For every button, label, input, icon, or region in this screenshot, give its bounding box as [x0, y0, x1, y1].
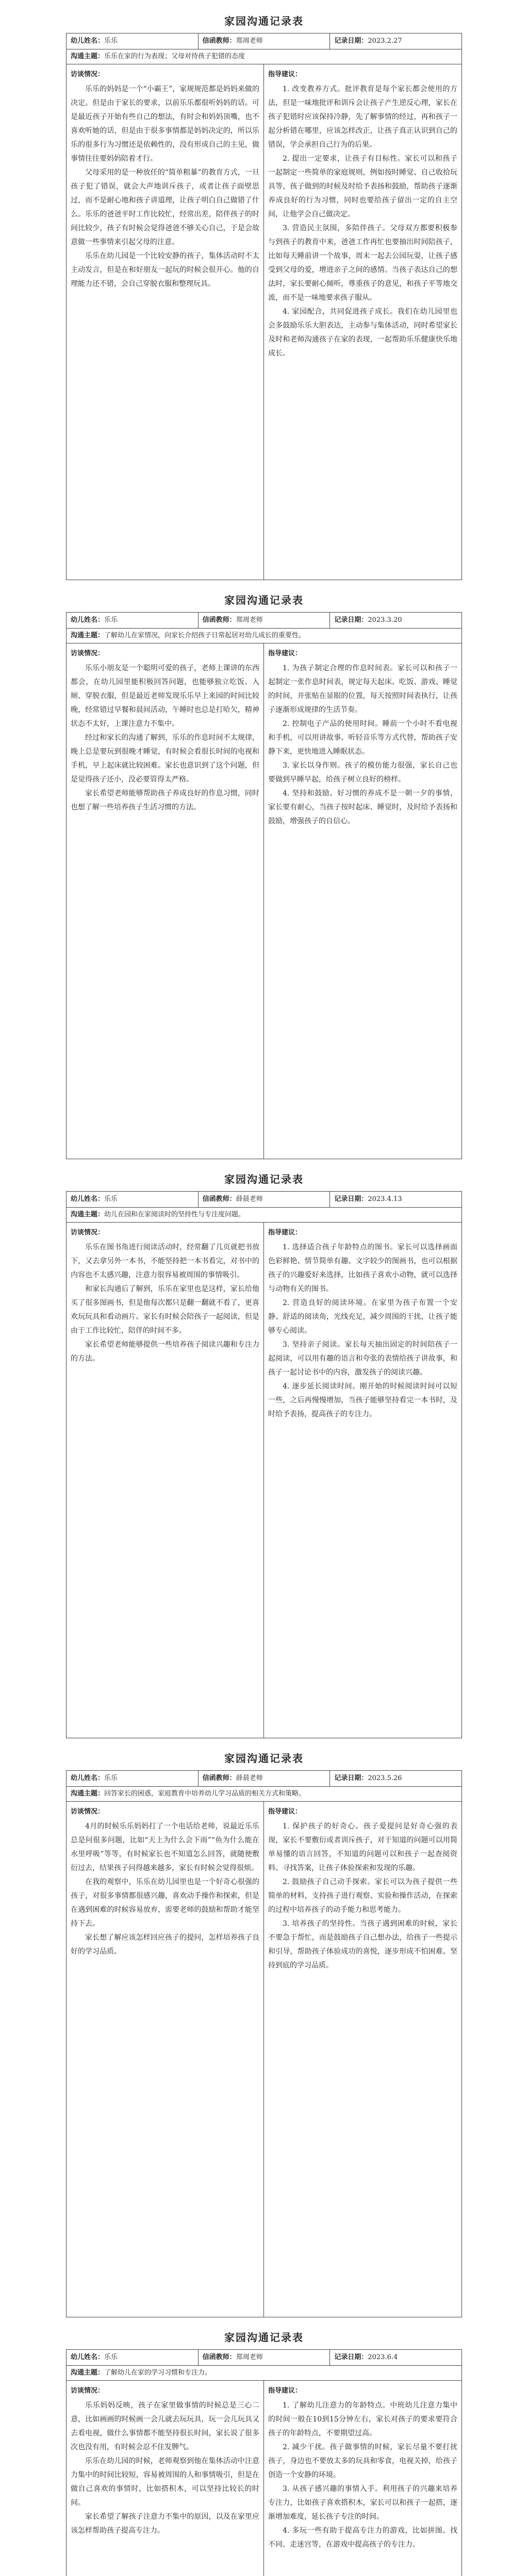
advice-column: [264, 2381, 461, 2576]
advice-paragraph: 3. 家长以身作则。孩子的模仿能力很强，家长自己也要做到早睡早起，给孩子树立良好的榜样。: [268, 761, 457, 784]
body-row: [66, 1802, 462, 2317]
interview-heading: 访谈情况：: [71, 650, 105, 657]
record-title: 家园沟通记录表: [224, 594, 304, 606]
teacher-value: 薛晨老师: [236, 1195, 263, 1203]
child-name-label: 幼儿姓名：: [71, 2353, 105, 2361]
theme-label: 沟通主题：: [71, 53, 105, 60]
theme-row: [66, 1208, 462, 1223]
advice-paragraph: 2. 减少干扰。孩子做事情的时候，家长尽量不要打扰孩子，身边也不要放太多的玩具和零食，电视关掉，给孩子创造一个安静的环境。: [268, 2443, 457, 2479]
teacher-cell: [199, 613, 331, 628]
advice-column: [264, 1223, 461, 1738]
advice-paragraph: 1. 为孩子制定合理的作息时间表。家长可以和孩子一起制定一张作息时间表，规定每天起床、吃饭、游戏、睡觉的时间，并张贴在显眼的位置，每天按照时间表执行，让孩子逐渐形成规律的生活节奏。: [268, 664, 457, 714]
child-name-cell: [67, 1771, 199, 1786]
advice-heading: 指导建议：: [268, 1229, 302, 1236]
record-title: 家园沟通记录表: [224, 1752, 304, 1765]
advice-paragraph: 3. 从孩子感兴趣的事情入手。利用孩子的兴趣来培养专注力，比如孩子喜欢搭积木，家长可以和孩子一起搭，逐渐增加难度，延长孩子专注的时间。: [268, 2485, 457, 2521]
info-row: [66, 612, 462, 629]
date-label: 记录日期：: [334, 1195, 368, 1203]
interview-paragraph: 家长希望老师能够提供一些培养孩子阅读兴趣和专注力的方法。: [71, 1341, 259, 1363]
interview-paragraph: 乐乐在幼儿园是一个比较安静的孩子，集体活动时不太主动发言，但是在和好朋友一起玩的时候会很开心。他的自理能力还不错，会自己穿脱衣服和整理玩具。: [71, 252, 259, 288]
advice-paragraph: 1. 改变教养方式。批评教育是每个家长都会使用的方法，但是一味地批评和训斥会让孩子产生逆反心理，家长在孩子犯错时应该保持冷静，先了解事情的经过，再和孩子一起分析错在哪里，应该怎样改正，让孩子真正认识到自己的错误，学会承担自己行为的后果。: [268, 85, 457, 149]
date-label: 记录日期：: [334, 37, 368, 45]
interview-heading: 访谈情况：: [71, 2387, 105, 2395]
teacher-label: 信函教师：: [202, 1774, 236, 1782]
theme-label: 沟通主题：: [71, 1211, 105, 1218]
theme-value: 乐乐在家的行为表现；父母对待孩子犯错的态度: [104, 53, 245, 60]
info-row: [66, 33, 462, 49]
teacher-value: 郑周老师: [236, 2353, 263, 2361]
interview-column: [67, 1802, 264, 2317]
advice-paragraph: 4. 坚持和鼓励。好习惯的养成不是一朝一夕的事情，家长要有耐心，当孩子按时起床、睡觉时，及时给予表扬和鼓励，增强孩子的自信心。: [268, 789, 457, 825]
advice-paragraph: 3. 培养孩子的坚持性。当孩子遇到困难的时候，家长不要急于帮忙，而是鼓励孩子自己想办法，给孩子一些提示和引导，帮助孩子体验成功的喜悦，逐步形成不怕困难、坚持到底的学习品质。: [268, 1920, 457, 1970]
date-label: 记录日期：: [334, 2353, 368, 2361]
advice-paragraphs: [268, 1241, 457, 1421]
teacher-value: 薛晨老师: [236, 1774, 263, 1782]
advice-heading: 指导建议：: [268, 2387, 302, 2395]
child-name-label: 幼儿姓名：: [71, 1195, 105, 1203]
interview-paragraph: 4月的时候乐乐妈妈打了一个电话给老师，说最近乐乐总是问很多问题，比如“天上为什么会下雨”“鱼为什么能在水里呼吸”等等，有时候家长也不知道怎么回答，就随便敷衍过去，结果孩子问得越来越多，家长有时候会觉得很烦。: [71, 1822, 259, 1872]
teacher-cell: [199, 33, 331, 49]
interview-paragraphs: [71, 82, 259, 291]
advice-paragraph: 2. 控制电子产品的使用时间。睡前一个小时不看电视和手机，可以用讲故事、听轻音乐等方式代替，帮助孩子安静下来，更快地进入睡眠状态。: [268, 720, 457, 756]
advice-paragraphs: [268, 82, 457, 361]
date-cell: [330, 2350, 461, 2365]
child-name-cell: [67, 1192, 199, 1207]
theme-row: [66, 629, 462, 643]
interview-heading: 访谈情况：: [71, 71, 105, 78]
advice-paragraph: 4. 家园配合，共同促进孩子成长。我们在幼儿园里也会多鼓励乐乐大胆表达，主动参与集体活动，同时希望家长及时和老师沟通孩子在家的表现，一起帮助乐乐健康快乐地成长。: [268, 308, 457, 358]
record-2: [66, 588, 462, 1159]
advice-paragraph: 2. 鼓励孩子自己动手探索。家长可以为孩子提供一些简单的材料，支持孩子进行观察、实验和操作活动，在探索的过程中培养孩子的动手能力和思考能力。: [268, 1878, 457, 1914]
interview-paragraphs: [71, 662, 259, 815]
interview-paragraphs: [71, 1241, 259, 1366]
advice-heading: 指导建议：: [268, 71, 302, 78]
advice-paragraph: 4. 逐步延长阅读时间。刚开始的时候阅读时间可以短一些，之后再慢慢增加，当孩子能够坚持看完一本书时，及时给予表扬，提高孩子的专注力。: [268, 1382, 457, 1418]
body-row: [66, 2381, 462, 2576]
advice-paragraphs: [268, 2399, 457, 2552]
teacher-label: 信函教师：: [202, 1195, 236, 1203]
child-name-label: 幼儿姓名：: [71, 616, 105, 624]
info-row: [66, 2349, 462, 2366]
date-value: 2023.2.27: [368, 37, 402, 45]
date-cell: [330, 33, 461, 49]
interview-column: [67, 643, 264, 1159]
info-row: [66, 1191, 462, 1208]
date-label: 记录日期：: [334, 1774, 368, 1782]
child-name-label: 幼儿姓名：: [71, 37, 105, 45]
theme-label: 沟通主题：: [71, 2369, 105, 2377]
child-name-cell: [67, 33, 199, 49]
theme-value: 了解幼儿在家的学习习惯和专注力。: [104, 2369, 212, 2377]
teacher-cell: [199, 1192, 331, 1207]
advice-heading: 指导建议：: [268, 650, 302, 657]
teacher-cell: [199, 2350, 331, 2365]
advice-paragraphs: [268, 1820, 457, 1973]
interview-heading: 访谈情况：: [71, 1229, 105, 1236]
advice-column: [264, 64, 461, 580]
child-name-value: 乐乐: [104, 1774, 118, 1782]
theme-row: [66, 2366, 462, 2381]
theme-label: 沟通主题：: [71, 632, 105, 639]
advice-paragraph: 2. 提出一定要求，让孩子有目标性。家长可以和孩子一起制定一些简单的家庭规则，例如按时睡觉、自己收拾玩具等，孩子做到的时候及时给予表扬和鼓励，帮助孩子逐渐养成良好的行为习惯，同时也要给孩子留出一定的自主空间，让他学会自己做决定。: [268, 155, 457, 218]
teacher-value: 郑周老师: [236, 37, 263, 45]
interview-paragraph: 父母采用的是一种放任的“简单粗暴”的教育方式，一旦孩子犯了错误，就会大声地训斥孩子，或者让孩子面壁思过，而不是耐心地和孩子讲道理，让孩子明白自己做错了什么。乐乐的爸爸平时工作比较忙，经常出差，陪伴孩子的时间比较少，孩子有时候会觉得爸爸不够关心自己，于是会故意做一些事情来引起父母的注意。: [71, 168, 259, 246]
child-name-cell: [67, 613, 199, 628]
record-title: 家园沟通记录表: [224, 1173, 304, 1185]
info-row: [66, 1770, 462, 1787]
record-3: [66, 1167, 462, 1738]
date-cell: [330, 1192, 461, 1207]
advice-paragraph: 3. 营造民主氛围，多陪伴孩子。父母双方都要积极参与到孩子的教育中来，爸爸工作再忙也要抽出时间陪孩子，比如每天睡前讲一个故事，周末一起去公园玩耍，让孩子感受到父母的爱，增进亲子之间的感情。当孩子表达自己的想法时，家长要耐心倾听，尊重孩子的意见，和孩子平等地交流，而不是一味地要求孩子服从。: [268, 224, 457, 302]
interview-column: [67, 2381, 264, 2576]
record-5: [66, 2326, 462, 2576]
theme-row: [66, 1787, 462, 1802]
advice-paragraph: 1. 选择适合孩子年龄特点的图书。家长可以选择画面色彩鲜艳、情节简单有趣、文字较少的图画书，也可以根据孩子的兴趣爱好来选择，比如孩子喜欢小动物，就可以选择与动物有关的图书。: [268, 1243, 457, 1293]
advice-paragraph: 2. 营造良好的阅读环境。在家里为孩子布置一个安静、舒适的阅读角，光线充足，减少周围的干扰，让孩子能够专心阅读。: [268, 1299, 457, 1335]
child-name-value: 乐乐: [104, 37, 118, 45]
advice-paragraphs: [268, 662, 457, 828]
teacher-value: 郑周老师: [236, 616, 263, 624]
interview-paragraph: 乐乐妈妈反映，孩子在家里做事情的时候总是三心二意，比如画画的时候画一会儿就去玩玩具，玩一会儿玩具又去看电视，做什么事情都不能坚持很长时间，家长说了很多次也没有用，有时候会忍不住发脾气。: [71, 2401, 259, 2451]
theme-value: 回答家长的困惑，家庭教育中培养幼儿学习品质的相关方式和策略。: [104, 1790, 306, 1798]
teacher-cell: [199, 1771, 331, 1786]
advice-paragraph: 3. 坚持亲子阅读。家长每天抽出固定的时间陪孩子一起阅读，可以用有趣的语言和夸张的表情给孩子讲故事，和孩子一起讨论书中的内容，激发孩子的阅读兴趣。: [268, 1341, 457, 1377]
date-cell: [330, 613, 461, 628]
interview-paragraph: 和家长沟通后了解到，乐乐在家里也是这样，家长给他买了很多图画书，但是他每次都只是翻一翻就不看了，更喜欢玩玩具和看动画片。家长有时候会陪孩子一起阅读，但是由于工作比较忙，陪伴的时间不多。: [71, 1285, 259, 1335]
child-name-cell: [67, 2350, 199, 2365]
teacher-label: 信函教师：: [202, 2353, 236, 2361]
interview-paragraph: 乐乐在幼儿园的时候，老师观察到他在集体活动中注意力集中的时间比较短，容易被周围的人和事情吸引，但是在做自己喜欢的事情时，比如搭积木，可以坚持比较长的时间。: [71, 2457, 259, 2507]
interview-column: [67, 64, 264, 580]
body-row: [66, 1223, 462, 1738]
interview-column: [67, 1223, 264, 1738]
interview-paragraph: 经过和家长的沟通了解到，乐乐的作息时间不太规律，晚上总是要玩到很晚才睡觉，有时候会看很长时间的电视和手机，早上起床就比较困难。家长也意识到了这个问题，但是觉得孩子还小，没必要管得太严格。: [71, 734, 259, 784]
body-row: [66, 64, 462, 580]
advice-paragraph: 4. 多玩一些有助于提高专注力的游戏，比如拼图、找不同、走迷宫等，在游戏中提高孩子的专注力。: [268, 2527, 457, 2549]
body-row: [66, 643, 462, 1159]
interview-paragraphs: [71, 1820, 259, 1959]
date-label: 记录日期：: [334, 616, 368, 624]
child-name-label: 幼儿姓名：: [71, 1774, 105, 1782]
interview-paragraph: 乐乐的妈妈是一个“小霸王”，家规规范都是妈妈来做的决定。但是由于家长的要求，以前乐乐都很听妈妈的话。可是最近孩子开始有些自己的想法，有时会和妈妈顶嘴，也不喜欢听她的话，但是由于很多事情都是妈妈决定的，所以乐乐的很多行为习惯还是依赖性的，没有形成自己的主见，做事情往往要妈妈陪着才行。: [71, 85, 259, 163]
teacher-label: 信函教师：: [202, 616, 236, 624]
record-4: [66, 1747, 462, 2317]
advice-paragraph: 1. 保护孩子的好奇心。孩子爱提问是好奇心强的表现，家长不要敷衍或者训斥孩子，对于知道的问题可以用简单易懂的语言回答，不知道的问题可以和孩子一起查阅资料、寻找答案，让孩子体验探索和发现的乐趣。: [268, 1822, 457, 1872]
interview-paragraphs: [71, 2399, 259, 2538]
record-1: [66, 9, 462, 580]
child-name-value: 乐乐: [104, 2353, 118, 2361]
theme-value: 了解幼儿在家情况，向家长介绍孩子日常起居对幼儿成长的重要性。: [104, 632, 306, 639]
date-value: 2023.4.13: [368, 1195, 402, 1203]
interview-paragraph: 家长想了解应该怎样回应孩子的提问，怎样培养孩子良好的学习品质。: [71, 1934, 259, 1956]
interview-paragraph: 家长希望老师能够帮助孩子养成良好的作息习惯，同时也想了解一些培养孩子生活习惯的方法。: [71, 789, 259, 811]
interview-heading: 访谈情况：: [71, 1808, 105, 1816]
child-name-value: 乐乐: [104, 1195, 118, 1203]
advice-column: [264, 643, 461, 1159]
record-title: 家园沟通记录表: [224, 2331, 304, 2344]
child-name-value: 乐乐: [104, 616, 118, 624]
date-cell: [330, 1771, 461, 1786]
record-title: 家园沟通记录表: [224, 15, 304, 27]
theme-value: 幼儿在园和在家阅读时的坚持性与专注度问题。: [104, 1211, 245, 1218]
date-value: 2023.6.4: [368, 2353, 398, 2361]
teacher-label: 信函教师：: [202, 37, 236, 45]
interview-paragraph: 家长希望了解孩子注意力不集中的原因，以及在家里应该怎样帮助孩子提高专注力。: [71, 2513, 259, 2535]
theme-label: 沟通主题：: [71, 1790, 105, 1798]
advice-paragraph: 1. 了解幼儿注意力的年龄特点。中班幼儿注意力集中的时间一般在10到15分钟左右，家长对孩子的要求要符合孩子的年龄特点，不要期望过高。: [268, 2401, 457, 2437]
date-value: 2023.3.20: [368, 616, 402, 624]
advice-column: [264, 1802, 461, 2317]
advice-heading: 指导建议：: [268, 1808, 302, 1816]
date-value: 2023.5.26: [368, 1774, 402, 1782]
interview-paragraph: 在我的观察中，乐乐在幼儿园里也是一个好奇心很强的孩子，对很多事情都很感兴趣，喜欢动手操作和探索，但是在遇到困难的时候容易放弃，需要老师的鼓励和帮助才能坚持下去。: [71, 1878, 259, 1928]
theme-row: [66, 49, 462, 64]
interview-paragraph: 乐乐在图书角进行阅读活动时，经常翻了几页就把书放下，又去拿另外一本书，不能坚持把一本书看完，对书中的内容也不太感兴趣，注意力很容易被周围的事情吸引。: [71, 1243, 259, 1279]
interview-paragraph: 乐乐小朋友是一个聪明可爱的孩子，老师上课讲的东西都会，在幼儿园里能积极回答问题，也能够独立吃饭、入厕、穿脱衣服，但是最近老师发现乐乐早上来园的时间比较晚，经常错过早餐和晨间活动，午睡时也总是打哈欠，精神状态不太好，上课注意力不集中。: [71, 664, 259, 728]
